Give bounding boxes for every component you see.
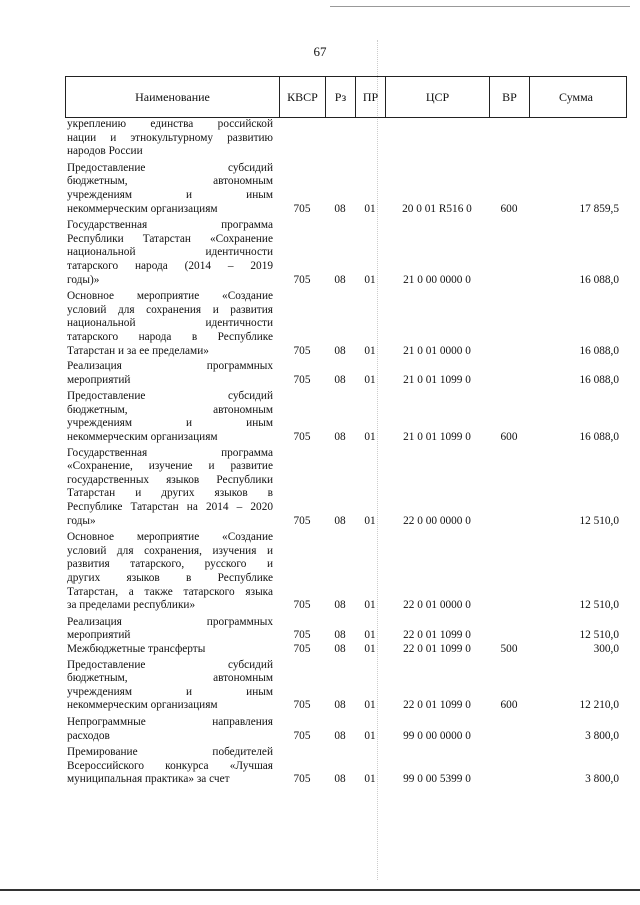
cell-sum: 12 510,0 [579,599,619,612]
cell-sum: 300,0 [593,642,619,655]
table-row [65,659,627,713]
cell-pr: 01 [364,699,376,712]
row-name-line: народов России [67,145,143,158]
cell-sum: 16 088,0 [579,273,619,286]
row-name-line: бюджетным, автономным [67,175,273,188]
row-name [65,360,279,387]
table-row [65,531,627,613]
cell-csr: 99 0 00 5399 0 [403,773,471,786]
row-name-line: «Сохранение, изучение и развитие [67,460,273,473]
row-name [65,643,279,657]
cell-csr: 22 0 01 0000 0 [403,599,471,612]
row-name-line: Республики Татарстан «Сохранение [67,232,273,245]
cell-sum: 12 510,0 [579,629,619,642]
cell-kvsr: 705 [293,629,311,642]
table-row [65,118,627,159]
row-name [65,447,279,529]
row-name-line: Предоставление субсидий [67,658,273,671]
cell-kvsr: 705 [293,344,311,357]
row-name-line: Татарстан и других языков в [67,487,273,500]
cell-csr: 21 0 01 1099 0 [403,431,471,444]
row-name [65,390,279,444]
cell-csr: 21 0 00 0000 0 [403,273,471,286]
header-rz: Рз [326,77,356,117]
cell-pr: 01 [364,514,376,527]
header-csr: ЦСР [386,77,490,117]
row-name-line: Татарстан и за ее пределами» [67,344,209,357]
table-row [65,746,627,787]
row-name-line: годы)» [67,273,100,286]
cell-kvsr: 705 [293,599,311,612]
cell-kvsr: 705 [293,699,311,712]
cell-vr: 500 [500,642,518,655]
table-row [65,219,627,287]
cell-rz: 08 [334,431,346,444]
row-name-line: национальной идентичности [67,317,273,330]
row-name-line: бюджетным, автономным [67,672,273,685]
table-row [65,447,627,529]
row-name-line: Межбюджетные трансферты [67,642,206,655]
table-body [65,118,627,787]
cell-rz: 08 [334,642,346,655]
cell-csr: 22 0 01 1099 0 [403,699,471,712]
row-name [65,716,279,743]
cell-kvsr: 705 [293,273,311,286]
cell-kvsr: 705 [293,431,311,444]
row-name [65,746,279,787]
cell-csr: 21 0 01 0000 0 [403,344,471,357]
cell-rz: 08 [334,373,346,386]
cell-csr: 22 0 01 1099 0 [403,642,471,655]
row-name-line: некоммерческим организациям [67,699,218,712]
cell-rz: 08 [334,344,346,357]
row-name-line: национальной идентичности [67,246,273,259]
cell-sum: 12 210,0 [579,699,619,712]
header-sum: Сумма [559,89,593,104]
row-name-line: Государственная программа [67,446,273,459]
row-name-line: Реализация программных [67,615,273,628]
table-row [65,290,627,358]
row-name-line: Республике Татарстан на 2014 – 2020 [67,501,273,514]
row-name-line: нации и этнокультурному развитию [67,131,273,144]
cell-sum: 16 088,0 [579,344,619,357]
row-name-line: мероприятий [67,373,131,386]
row-name-line: развития татарского, русского и [67,558,273,571]
row-name-line: татарского народа (2014 – 2019 [67,259,273,272]
row-name-line: расходов [67,729,110,742]
header-vr: ВР [490,77,530,117]
cell-rz: 08 [334,699,346,712]
cell-pr: 01 [364,273,376,286]
cell-rz: 08 [334,773,346,786]
row-name-line: Государственная программа [67,219,273,232]
cell-kvsr: 705 [293,514,311,527]
cell-csr: 21 0 01 1099 0 [403,373,471,386]
row-name [65,290,279,358]
row-name-line: Непрограммные направления [67,715,273,728]
cell-csr: 22 0 01 1099 0 [403,629,471,642]
cell-csr: 22 0 00 0000 0 [403,514,471,527]
cell-pr: 01 [364,729,376,742]
row-name-line: Реализация программных [67,360,273,373]
header-kvsr: КВСР [280,77,326,117]
budget-table [65,76,627,787]
cell-kvsr: 705 [293,642,311,655]
table-row [65,616,627,643]
row-name-line: учреждениям и иным [67,417,273,430]
cell-rz: 08 [334,599,346,612]
row-name-line: за пределами республики» [67,599,196,612]
row-name [65,219,279,287]
row-name-line: учреждениям и иным [67,188,273,201]
header-pr: ПР [356,77,386,117]
cell-pr: 01 [364,642,376,655]
cell-pr: 01 [364,773,376,786]
cell-rz: 08 [334,273,346,286]
row-name [65,531,279,613]
cell-vr: 600 [500,202,518,215]
cell-vr: 600 [500,431,518,444]
table-header [65,76,627,118]
cell-kvsr: 705 [293,202,311,215]
row-name-line: Основное мероприятие «Создание [67,531,273,544]
table-row [65,716,627,743]
bottom-edge-line [0,889,640,891]
cell-pr: 01 [364,344,376,357]
row-name-line: Основное мероприятие «Создание [67,290,273,303]
row-name-line: государственных языков Республики [67,473,273,486]
cell-sum: 17 859,5 [579,202,619,215]
row-name-line: муниципальная практика» за счет [67,773,230,786]
row-name-line: татарского народа в Республике [67,330,273,343]
cell-pr: 01 [364,629,376,642]
table-row [65,643,627,657]
cell-sum: 16 088,0 [579,373,619,386]
table-row [65,162,627,216]
row-name-line: некоммерческим организациям [67,202,218,215]
top-edge-mark [330,6,630,7]
table-row [65,360,627,387]
row-name-line: Предоставление субсидий [67,161,273,174]
cell-vr: 600 [500,699,518,712]
row-name-line: других языков в Республике [67,572,273,584]
row-name-line: условий для сохранения, изучения и [67,544,273,557]
row-name-line: мероприятий [67,629,131,642]
cell-sum: 3 800,0 [585,773,619,786]
cell-sum: 3 800,0 [585,729,619,742]
row-name-line: Премирование победителей [67,746,273,759]
cell-rz: 08 [334,514,346,527]
cell-rz: 08 [334,729,346,742]
row-name-line: некоммерческим организациям [67,431,218,444]
cell-kvsr: 705 [293,373,311,386]
cell-pr: 01 [364,202,376,215]
cell-pr: 01 [364,599,376,612]
cell-pr: 01 [364,431,376,444]
cell-kvsr: 705 [293,773,311,786]
cell-rz: 08 [334,202,346,215]
cell-csr: 20 0 01 R516 0 [402,202,472,215]
row-name-line: укреплению единства российской [67,118,273,130]
row-name-line: годы» [67,514,96,527]
row-name [65,118,279,159]
row-name [65,659,279,713]
cell-pr: 01 [364,373,376,386]
row-name-line: Предоставление субсидий [67,390,273,403]
row-name-line: условий для сохранения и развития [67,303,273,316]
row-name-line: Татарстан, а также татарского языка [67,585,273,598]
page-number: 67 [313,44,327,59]
header-name: Наименование [66,77,280,117]
row-name-line: учреждениям и иным [67,685,273,698]
cell-rz: 08 [334,629,346,642]
cell-sum: 16 088,0 [579,431,619,444]
table-row [65,390,627,444]
row-name [65,162,279,216]
row-name [65,616,279,643]
cell-kvsr: 705 [293,729,311,742]
cell-csr: 99 0 00 0000 0 [403,729,471,742]
row-name-line: Всероссийского конкурса «Лучшая [67,759,273,772]
cell-sum: 12 510,0 [579,514,619,527]
row-name-line: бюджетным, автономным [67,403,273,416]
